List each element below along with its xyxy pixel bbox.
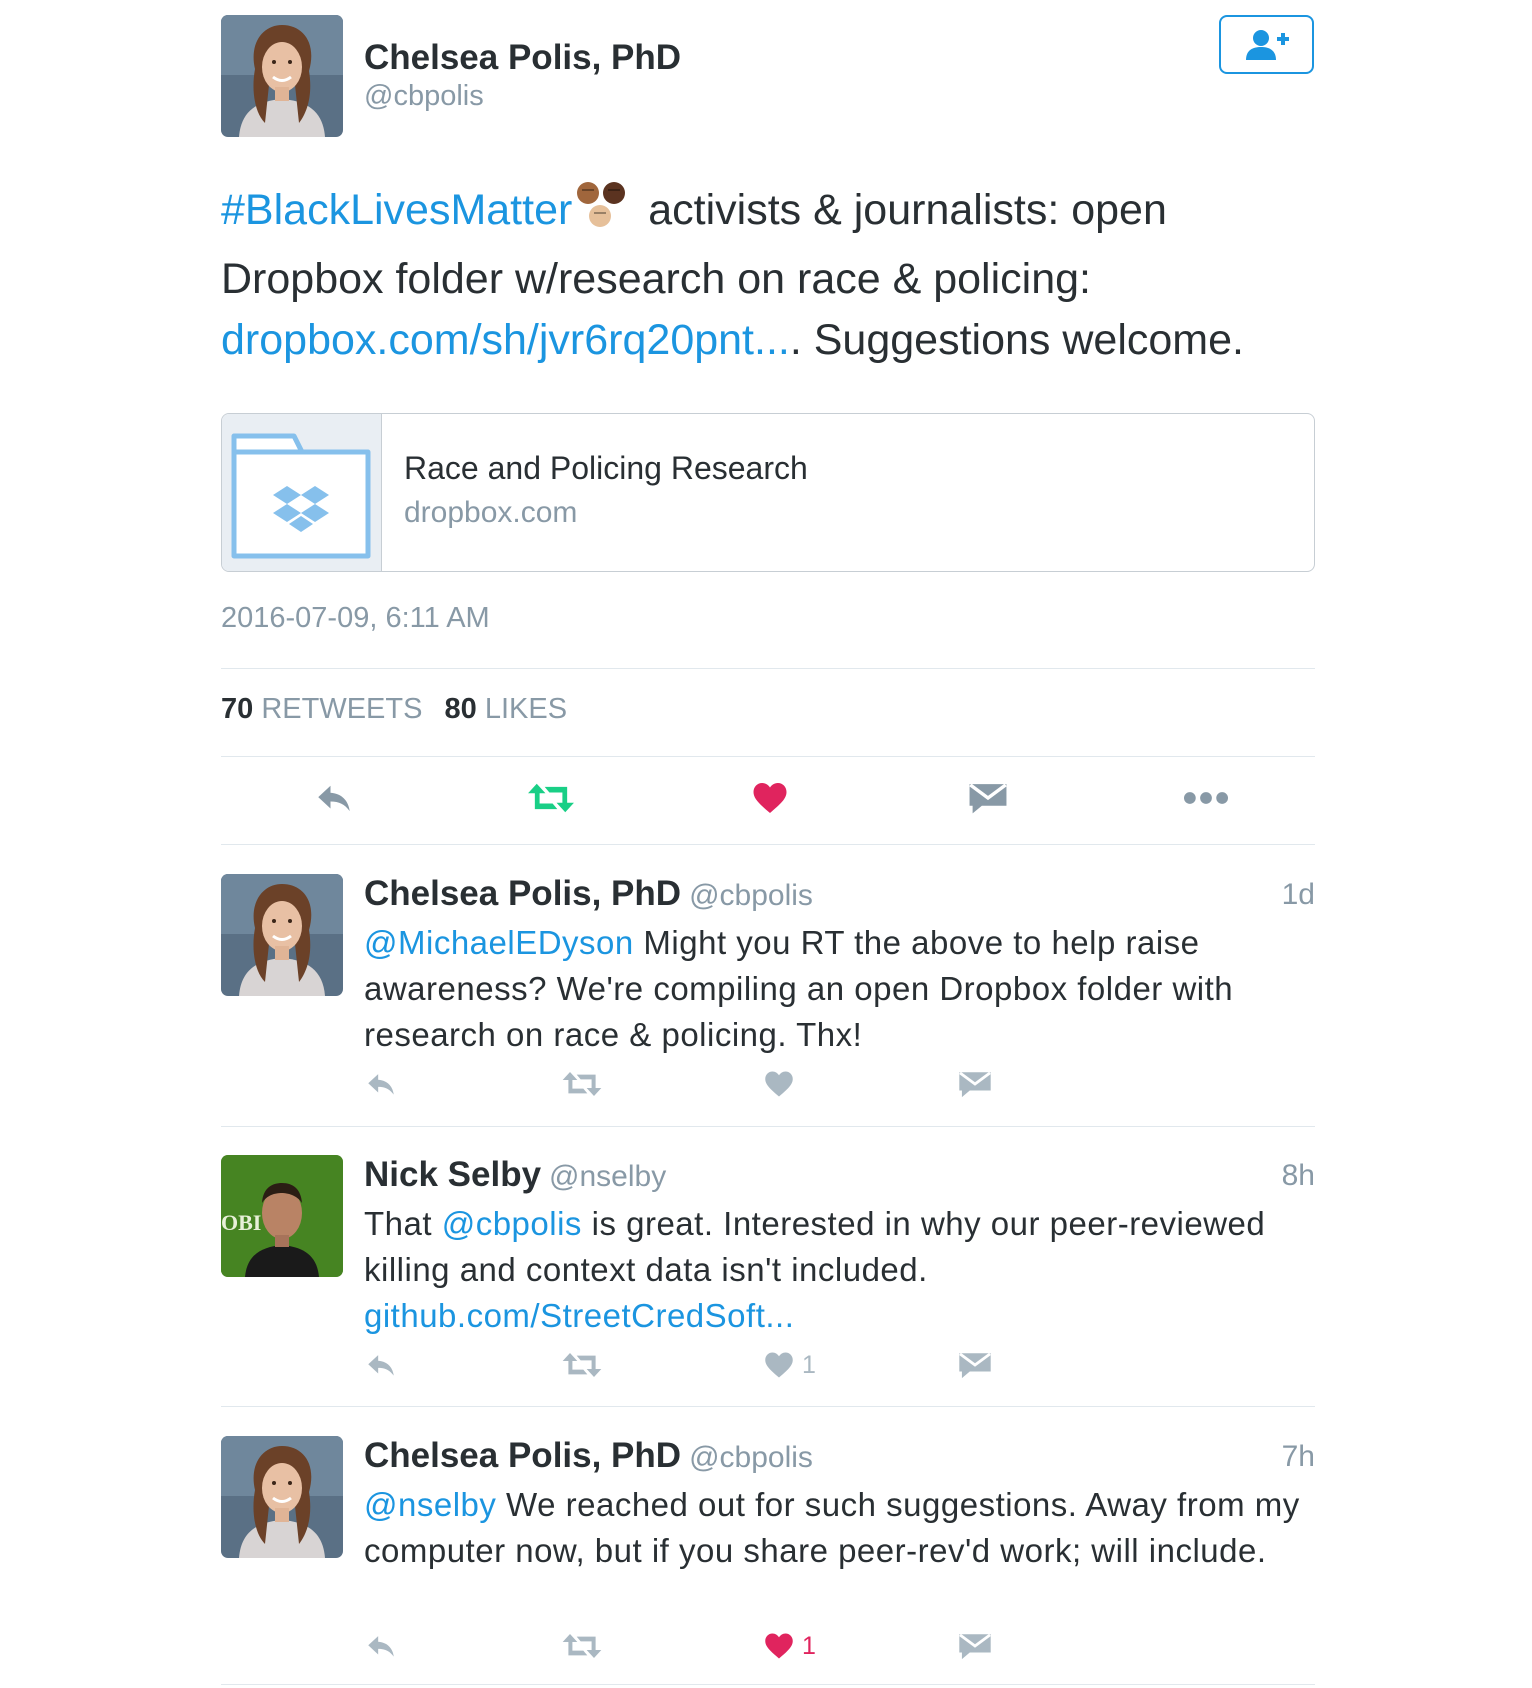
tweet-stats (221, 693, 581, 726)
reply-avatar[interactable] (221, 874, 343, 996)
github-link[interactable]: github.com/StreetCredSoft... (364, 1297, 795, 1334)
retweet-button[interactable] (562, 1626, 602, 1666)
tweet-timestamp: 2016-07-09, 6:11 AM (221, 602, 490, 634)
retweet-icon (562, 1068, 602, 1100)
likes-label[interactable]: LIKES (484, 693, 568, 725)
reply-button[interactable] (304, 770, 364, 826)
reply-time: 8h (1281, 1159, 1315, 1192)
reply-author-name[interactable]: Chelsea Polis, PhD (364, 1436, 682, 1475)
card-domain: dropbox.com (404, 496, 578, 529)
reply-text-body: Might you RT the above to help raise awareness? We're compiling an open Dropbox folder with research on race & policing. Thx! (364, 924, 1234, 1053)
message-icon (958, 1631, 992, 1661)
retweet-icon (527, 779, 575, 817)
retweet-button[interactable] (521, 770, 581, 826)
reply-button[interactable] (364, 1345, 398, 1385)
raised-fists-emoji (574, 180, 630, 249)
message-icon (958, 1350, 992, 1380)
retweets-count[interactable]: 70 (221, 693, 254, 725)
reply-text-body: We reached out for such suggestions. Away from my computer now, but if you share peer-rev'd work; will include. (364, 1486, 1300, 1569)
reply-header (364, 874, 813, 914)
divider (221, 668, 1315, 669)
divider (221, 1406, 1315, 1407)
like-count: 1 (802, 1631, 816, 1660)
follow-button[interactable] (1219, 15, 1314, 74)
card-title: Race and Policing Research (404, 450, 808, 486)
retweet-icon (562, 1349, 602, 1381)
reply-text (364, 1201, 1314, 1339)
tweet-text-part2: . Suggestions welcome. (789, 316, 1244, 364)
like-button[interactable] (764, 1626, 816, 1666)
like-icon (764, 1632, 794, 1660)
reply-author-handle[interactable]: @cbpolis (689, 879, 813, 912)
reply-author-handle[interactable]: @cbpolis (689, 1441, 813, 1474)
direct-message-button[interactable] (958, 1064, 992, 1104)
reply-avatar[interactable] (221, 1436, 343, 1558)
dropbox-folder-icon (222, 414, 381, 571)
dropbox-link[interactable]: dropbox.com/sh/jvr6rq20pnt... (221, 316, 790, 364)
direct-message-button[interactable] (958, 770, 1018, 826)
follow-icon (1243, 27, 1291, 63)
reply-author-name[interactable]: Chelsea Polis, PhD (364, 874, 682, 913)
likes-count[interactable]: 80 (444, 693, 477, 725)
reply-text (364, 1482, 1314, 1574)
reply-avatar[interactable] (221, 1155, 343, 1277)
direct-message-button[interactable] (958, 1345, 992, 1385)
retweet-button[interactable] (562, 1064, 602, 1104)
retweets-label[interactable]: RETWEETS (261, 693, 423, 725)
mention-link[interactable]: @cbpolis (441, 1205, 582, 1242)
mention-link[interactable]: @MichaelEDyson (364, 924, 634, 961)
reply-text (364, 920, 1314, 1058)
reply-time: 1d (1281, 878, 1315, 911)
message-icon (958, 1069, 992, 1099)
tweet-text-part1: activists & journalists: open Dropbox folder w/research on race & policing: (221, 186, 1167, 303)
divider (221, 1126, 1315, 1127)
hashtag-link[interactable]: #BlackLivesMatter (221, 186, 573, 234)
reply-author-handle[interactable]: @nselby (549, 1160, 667, 1193)
retweet-icon (562, 1630, 602, 1662)
reply-button[interactable] (364, 1626, 398, 1666)
like-button[interactable] (764, 1064, 802, 1104)
reply-text-before: That (364, 1205, 442, 1242)
message-icon (968, 781, 1008, 815)
reply-icon (364, 1348, 398, 1382)
like-icon (764, 1070, 794, 1098)
like-button[interactable] (764, 1345, 816, 1385)
reply-text-after: is great. Interested in why our peer-reviewed killing and context data isn't included. (364, 1205, 1266, 1288)
divider (221, 756, 1315, 757)
divider (221, 1684, 1315, 1685)
tweet-text (221, 180, 1341, 371)
like-icon (764, 1351, 794, 1379)
like-count: 1 (802, 1350, 816, 1379)
like-icon (752, 781, 788, 815)
link-card[interactable] (221, 413, 1315, 572)
reply-button[interactable] (364, 1064, 398, 1104)
reply-time: 7h (1281, 1440, 1315, 1473)
direct-message-button[interactable] (958, 1626, 992, 1666)
reply-header (364, 1155, 666, 1195)
card-thumbnail (222, 414, 382, 571)
author-name[interactable]: Chelsea Polis, PhD (364, 38, 682, 77)
divider (221, 844, 1315, 845)
more-button[interactable] (1176, 770, 1236, 826)
mention-link[interactable]: @nselby (364, 1486, 497, 1523)
avatar-background-text: OBI (221, 1210, 262, 1235)
like-button[interactable] (740, 770, 800, 826)
reply-author-name[interactable]: Nick Selby (364, 1155, 542, 1194)
retweet-button[interactable] (562, 1345, 602, 1385)
author-handle[interactable]: @cbpolis (364, 80, 484, 112)
reply-icon (313, 777, 355, 819)
author-avatar[interactable] (221, 15, 343, 137)
reply-header (364, 1436, 813, 1476)
reply-icon (364, 1629, 398, 1663)
more-icon (1184, 790, 1228, 806)
reply-icon (364, 1067, 398, 1101)
